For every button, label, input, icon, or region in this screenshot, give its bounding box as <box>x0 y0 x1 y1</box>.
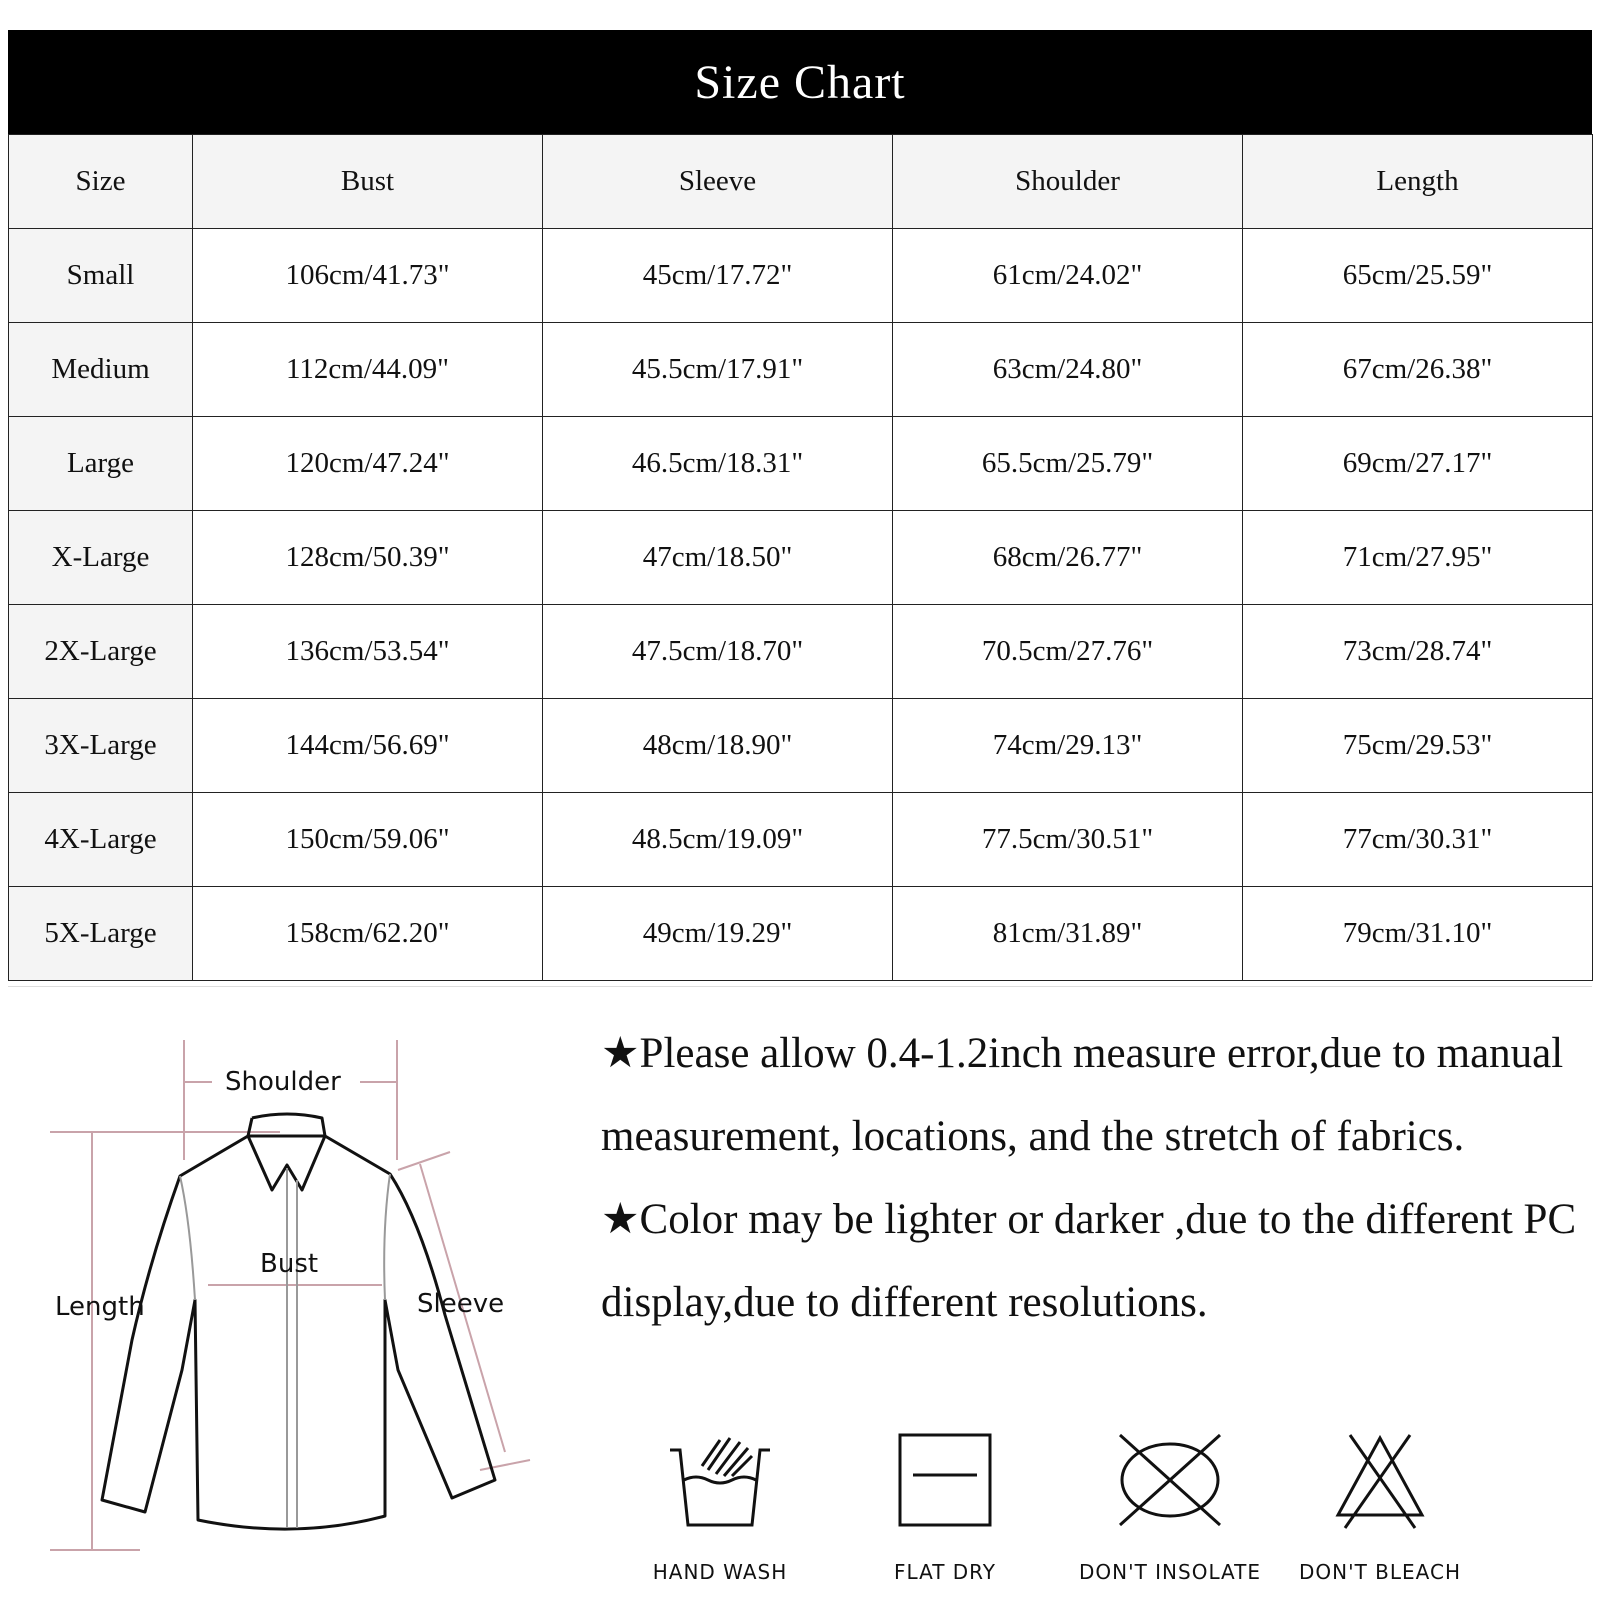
dont-insolate-label: DON'T INSOLATE <box>1078 1560 1262 1584</box>
shoulder-cell: 81cm/31.89" <box>893 887 1243 981</box>
note-color-variation: ★Color may be lighter or darker ,due to the different PC display,due to different resolutions. <box>601 1196 1577 1326</box>
size-table <box>8 134 1593 981</box>
bust-cell: 128cm/50.39" <box>193 511 543 605</box>
shoulder-cell: 65.5cm/25.79" <box>893 417 1243 511</box>
bust-cell: 150cm/59.06" <box>193 793 543 887</box>
shoulder-cell: 77.5cm/30.51" <box>893 793 1243 887</box>
size-notes <box>601 1012 1591 1344</box>
shoulder-cell: 70.5cm/27.76" <box>893 605 1243 699</box>
care-flat-dry <box>835 1430 1055 1584</box>
length-cell: 67cm/26.38" <box>1243 323 1593 417</box>
length-cell: 65cm/25.59" <box>1243 229 1593 323</box>
dont-bleach-label: DON'T BLEACH <box>1298 1560 1461 1584</box>
header-sleeve: Sleeve <box>543 135 893 229</box>
table-row <box>9 793 1593 887</box>
sleeve-cell: 48.5cm/19.09" <box>543 793 893 887</box>
shoulder-cell: 74cm/29.13" <box>893 699 1243 793</box>
size-cell: Medium <box>9 323 193 417</box>
sleeve-cell: 46.5cm/18.31" <box>543 417 893 511</box>
length-cell: 73cm/28.74" <box>1243 605 1593 699</box>
bust-cell: 112cm/44.09" <box>193 323 543 417</box>
care-hand-wash <box>610 1430 830 1584</box>
bust-cell: 136cm/53.54" <box>193 605 543 699</box>
shirt-details <box>180 1168 390 1528</box>
shirt-illustration <box>40 1040 560 1590</box>
table-row <box>9 511 1593 605</box>
shoulder-label: Shoulder <box>225 1067 341 1097</box>
size-chart <box>8 30 1592 981</box>
table-row <box>9 699 1593 793</box>
dont-bleach-icon <box>1330 1430 1430 1530</box>
table-header-row <box>9 135 1593 229</box>
sleeve-cell: 47.5cm/18.70" <box>543 605 893 699</box>
header-size: Size <box>9 135 193 229</box>
bust-cell: 144cm/56.69" <box>193 699 543 793</box>
header-length: Length <box>1243 135 1593 229</box>
flat-dry-icon <box>895 1430 995 1530</box>
flat-dry-label: FLAT DRY <box>893 1560 997 1584</box>
shoulder-cell: 63cm/24.80" <box>893 323 1243 417</box>
size-cell: Small <box>9 229 193 323</box>
note-measure-error: ★Please allow 0.4-1.2inch measure error,due to manual measurement, locations, and the stretch of fabrics. <box>601 1030 1564 1160</box>
length-cell: 79cm/31.10" <box>1243 887 1593 981</box>
table-row <box>9 887 1593 981</box>
size-cell: Large <box>9 417 193 511</box>
care-dont-bleach <box>1270 1430 1490 1584</box>
size-cell: 2X-Large <box>9 605 193 699</box>
sleeve-cell: 45cm/17.72" <box>543 229 893 323</box>
header-shoulder: Shoulder <box>893 135 1243 229</box>
length-cell: 75cm/29.53" <box>1243 699 1593 793</box>
size-cell: 3X-Large <box>9 699 193 793</box>
shirt-measurement-diagram <box>40 1040 560 1590</box>
sleeve-cell: 48cm/18.90" <box>543 699 893 793</box>
hand-wash-label: HAND WASH <box>652 1560 788 1584</box>
table-row <box>9 323 1593 417</box>
table-row <box>9 229 1593 323</box>
length-cell: 77cm/30.31" <box>1243 793 1593 887</box>
care-dont-insolate <box>1060 1430 1280 1584</box>
length-label: Length <box>55 1292 145 1322</box>
length-cell: 69cm/27.17" <box>1243 417 1593 511</box>
size-cell: X-Large <box>9 511 193 605</box>
table-row <box>9 605 1593 699</box>
table-row <box>9 417 1593 511</box>
sleeve-cell: 47cm/18.50" <box>543 511 893 605</box>
bust-label: Bust <box>260 1249 319 1279</box>
header-bust: Bust <box>193 135 543 229</box>
bust-cell: 120cm/47.24" <box>193 417 543 511</box>
shoulder-cell: 68cm/26.77" <box>893 511 1243 605</box>
dont-insolate-icon <box>1110 1430 1230 1530</box>
sleeve-label: Sleeve <box>417 1289 505 1319</box>
chart-title: Size Chart <box>8 30 1592 134</box>
bust-cell: 158cm/62.20" <box>193 887 543 981</box>
sleeve-cell: 49cm/19.29" <box>543 887 893 981</box>
shirt-outline <box>102 1114 495 1529</box>
hand-wash-icon <box>660 1430 780 1530</box>
length-cell: 71cm/27.95" <box>1243 511 1593 605</box>
care-instructions <box>640 1430 1540 1590</box>
size-cell: 4X-Large <box>9 793 193 887</box>
sleeve-cell: 45.5cm/17.91" <box>543 323 893 417</box>
size-cell: 5X-Large <box>9 887 193 981</box>
divider <box>8 986 1592 987</box>
shoulder-cell: 61cm/24.02" <box>893 229 1243 323</box>
bust-cell: 106cm/41.73" <box>193 229 543 323</box>
